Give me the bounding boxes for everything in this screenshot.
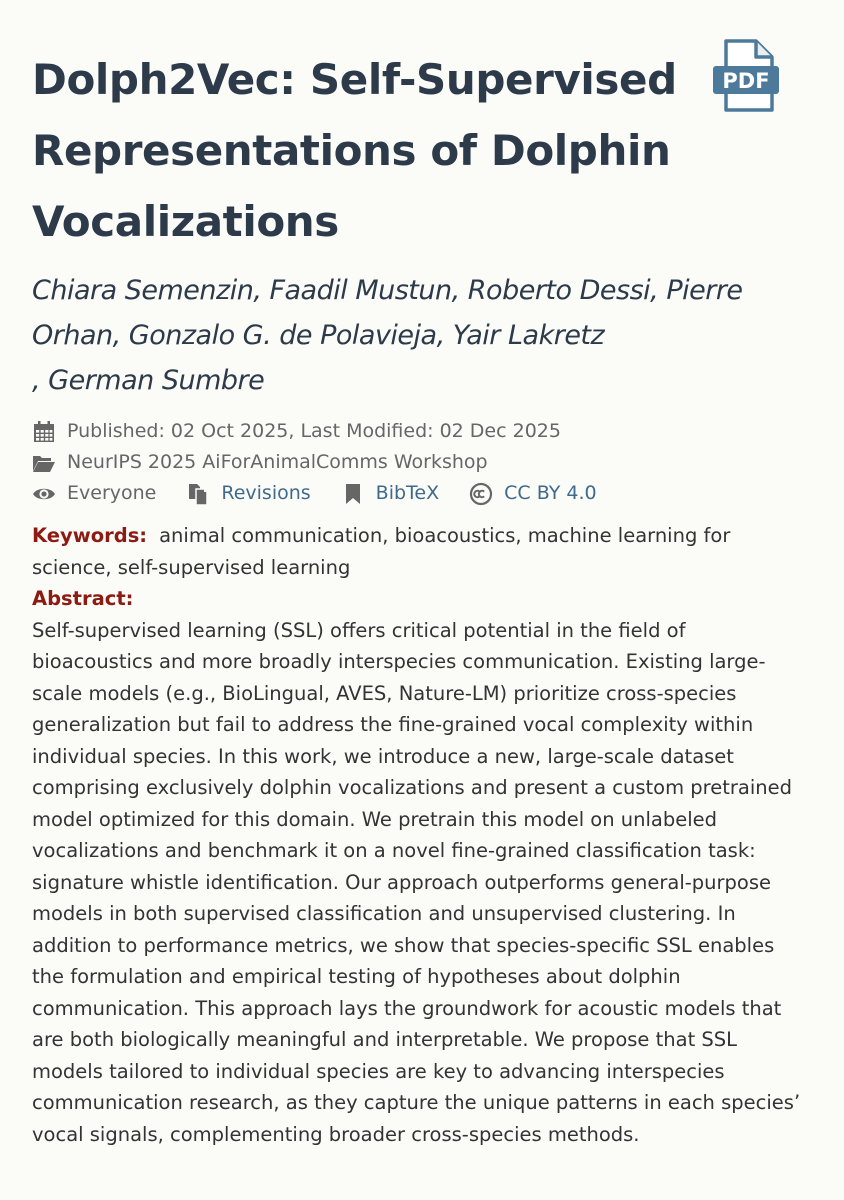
venue-row — [32, 447, 822, 478]
bibtex-item[interactable] — [341, 478, 439, 509]
readers-item — [32, 478, 156, 509]
pdf-file-icon — [712, 38, 780, 114]
calendar-icon — [32, 420, 56, 444]
keywords-value: animal communication, bioacoustics, machine learning for science, self-supervised learning — [32, 524, 731, 579]
author-list: Chiara Semenzin, Faadil Mustun, Roberto Dessi, Pierre Orhan, Gonzalo G. de Polavieja, Yair Lakretz , German Sumbre — [32, 275, 743, 396]
keywords-label: Keywords: — [32, 524, 148, 547]
note-meta — [32, 416, 822, 509]
creative-commons-icon — [469, 482, 493, 506]
pdf-icon-label: PDF — [722, 69, 770, 93]
dates-row — [32, 416, 822, 447]
author-link[interactable]: Pierre Orhan — [32, 275, 743, 351]
author-link[interactable]: Gonzalo G. de Polavieja — [128, 320, 437, 351]
abstract-text: Self-supervised learning (SSL) offers critical potential in the field of bioacoustics and more broadly interspecies communication. Existing large-scale models (e.g., BioLingual, AVES, Nature-LM) prioritize cross-species generalization but fail to address the fine-grained vocal complexity within individual species. In this work, we introduce a new, large-scale dataset comprising exclusively dolphin vocalizations and present a custom pretrained model optimized for this domain. We pretrain this model on unlabeled vocalizations and benchmark it on a novel fine-grained classification task: signature whistle identification. Our approach outperforms general-purpose models in both supervised classification and unsupervised clustering. In addition to performance metrics, we show that species-specific SSL enables the formulation and empirical testing of hypotheses about dolphin communication. This approach lays the groundwork for acoustic models that are both biologically meaningful and interpretable. We propose that SSL models tailored to individual species are key to advancing interspecies communication research, as they capture the unique patterns in each species’ vocal signals, complementing broader cross-species methods. — [32, 618, 801, 1146]
author-link[interactable]: Chiara Semenzin — [32, 275, 254, 306]
author-link[interactable]: Roberto Dessi — [467, 275, 651, 306]
revisions-item[interactable] — [186, 478, 310, 509]
eye-icon — [32, 482, 56, 506]
note-content — [32, 520, 812, 1150]
links-row — [32, 478, 822, 509]
readers-text: Everyone — [67, 482, 157, 504]
author-link[interactable]: German Sumbre — [48, 365, 265, 396]
abstract-label: Abstract: — [32, 587, 134, 610]
publication-dates: Published: 02 Oct 2025, Last Modified: 02 Dec 2025 — [67, 420, 561, 442]
venue-text: NeurIPS 2025 AiForAnimalComms Workshop — [67, 451, 488, 473]
folder-open-icon — [32, 451, 56, 475]
paper-title: Dolph2Vec: Self-Supervised Representations of Dolphin Vocalizations — [32, 55, 677, 246]
pdf-download-link[interactable] — [712, 38, 780, 114]
keywords-field — [32, 520, 812, 583]
license-link[interactable]: CC BY 4.0 — [504, 482, 597, 504]
copy-icon — [186, 482, 210, 506]
bibtex-link[interactable]: BibTeX — [375, 482, 440, 504]
author-link[interactable]: Yair Lakretz — [452, 320, 605, 351]
author-link[interactable]: Faadil Mustun — [269, 275, 452, 306]
revisions-link[interactable]: Revisions — [221, 482, 311, 504]
license-item[interactable] — [469, 478, 596, 509]
bookmark-icon — [341, 482, 365, 506]
